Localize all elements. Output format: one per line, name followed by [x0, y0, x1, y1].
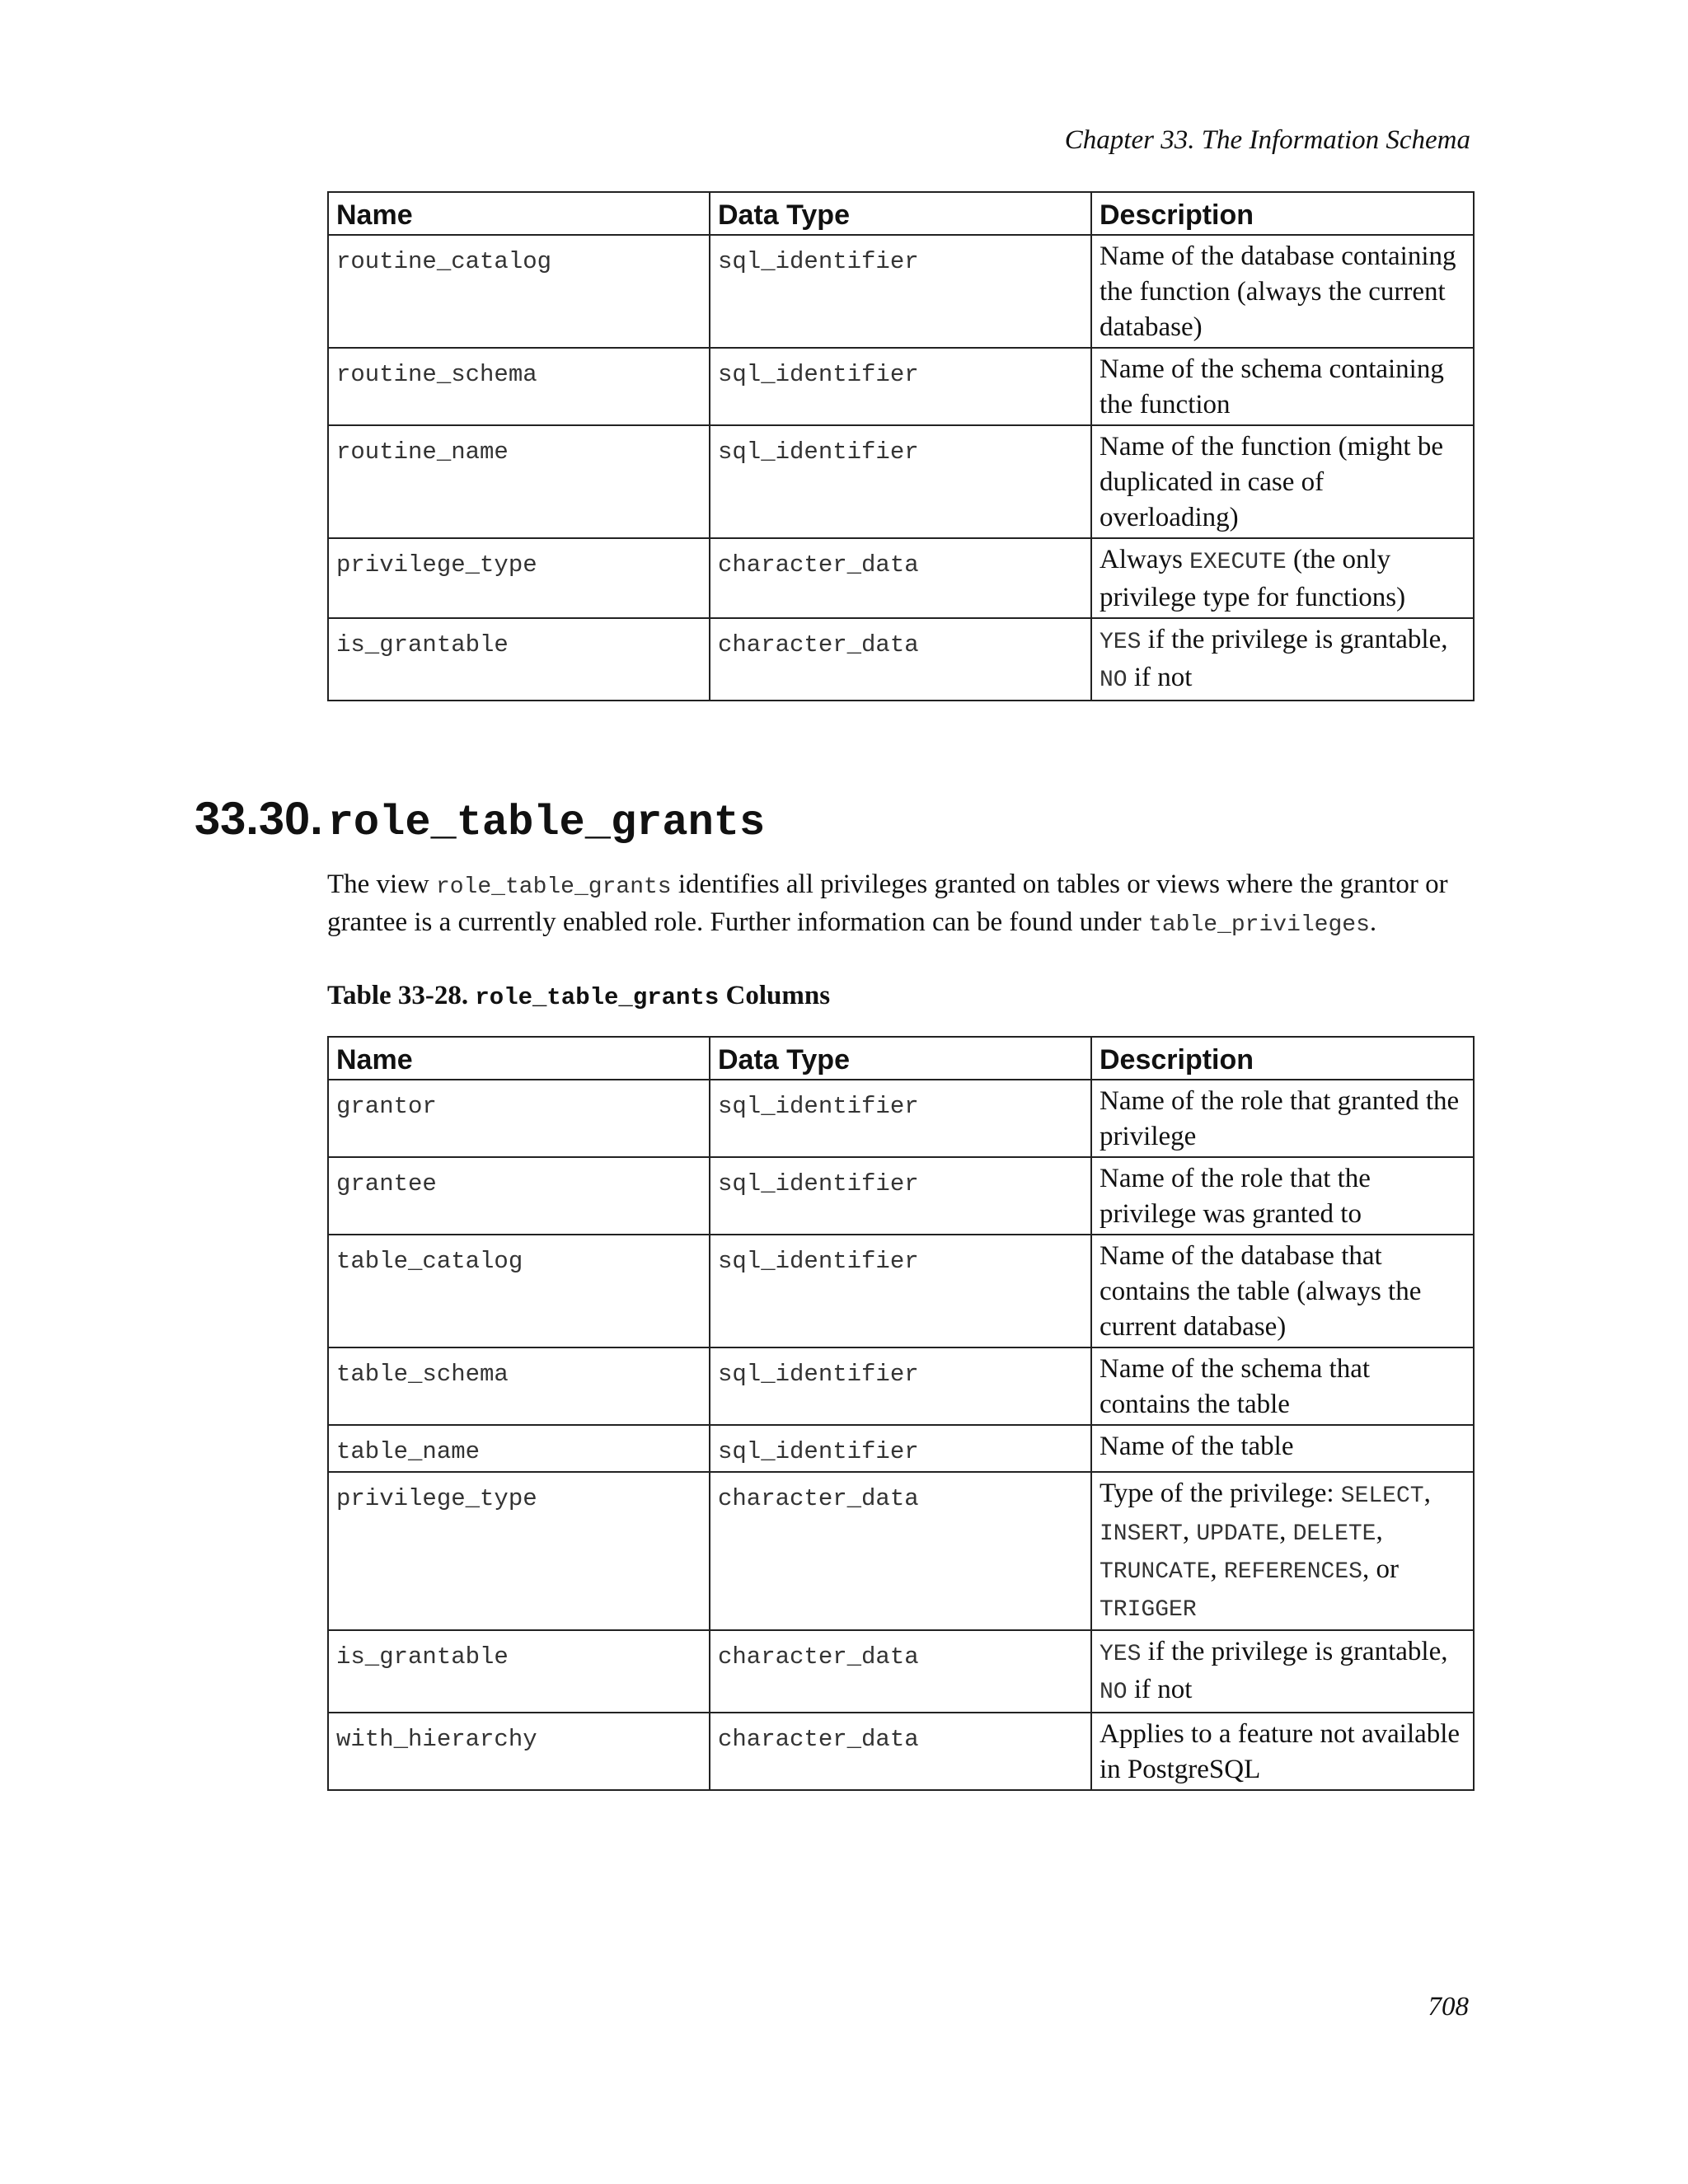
table-row — [328, 538, 1474, 618]
inline-text: (the only privilege type for functions) — [1100, 545, 1406, 612]
table-row — [328, 618, 1474, 701]
column-header-description: Description — [1091, 192, 1474, 235]
routine-grants-table-continued — [327, 191, 1475, 701]
inline-code: SELECT — [1340, 1483, 1424, 1509]
column-name-cell: grantee — [328, 1157, 710, 1235]
inline-text: Name of the table — [1100, 1432, 1294, 1461]
data-type-cell: sql_identifier — [710, 425, 1091, 538]
inline-code: UPDATE — [1196, 1521, 1280, 1547]
table-row — [328, 425, 1474, 538]
column-header-name: Name — [328, 192, 710, 235]
data-type-cell: sql_identifier — [710, 1235, 1091, 1347]
description-cell — [1091, 1713, 1474, 1790]
column-name-cell: routine_catalog — [328, 235, 710, 348]
table-row — [328, 1157, 1474, 1235]
description-cell — [1091, 1347, 1474, 1425]
section-view-name: role_table_grants — [327, 799, 766, 847]
data-type-cell: sql_identifier — [710, 1425, 1091, 1472]
table-row — [328, 1080, 1474, 1157]
data-type-cell: sql_identifier — [710, 1347, 1091, 1425]
column-header-data-type: Data Type — [710, 1037, 1091, 1080]
description-cell — [1091, 1157, 1474, 1235]
inline-text: Name of the database containing the function (always the current database) — [1100, 241, 1456, 342]
page-number: 708 — [1428, 1992, 1469, 2022]
inline-text: Applies to a feature not available in PostgreSQL — [1100, 1719, 1461, 1784]
inline-text: , — [1376, 1516, 1383, 1546]
table-row — [328, 348, 1474, 425]
inline-code: table_privileges — [1148, 912, 1370, 938]
column-name-cell: table_catalog — [328, 1235, 710, 1347]
inline-code: YES — [1100, 1642, 1142, 1667]
inline-text: if not — [1127, 663, 1193, 692]
inline-text: , — [1182, 1516, 1197, 1546]
table-caption-prefix: Table 33-28. — [327, 981, 476, 1010]
section-number: 33.30. — [195, 792, 323, 844]
role-table-grants-columns-table — [327, 1036, 1475, 1791]
column-name-cell: with_hierarchy — [328, 1713, 710, 1790]
column-name-cell: is_grantable — [328, 618, 710, 701]
table-row — [328, 1472, 1474, 1630]
inline-text: Name of the schema containing the function — [1100, 354, 1444, 419]
table-row — [328, 1347, 1474, 1425]
inline-text: , — [1210, 1554, 1224, 1584]
inline-code: EXECUTE — [1189, 550, 1287, 575]
table-header-row — [328, 192, 1474, 235]
data-type-cell: character_data — [710, 1713, 1091, 1790]
data-type-cell: character_data — [710, 538, 1091, 618]
description-cell — [1091, 425, 1474, 538]
table-row — [328, 1630, 1474, 1713]
inline-code: YES — [1100, 630, 1142, 655]
table-header-row — [328, 1037, 1474, 1080]
inline-text: . — [1369, 907, 1377, 937]
inline-text: Name of the schema that contains the table — [1100, 1354, 1371, 1419]
inline-code: TRUNCATE — [1100, 1559, 1211, 1585]
inline-text: Type of the privilege: — [1100, 1479, 1341, 1508]
data-type-cell: character_data — [710, 1472, 1091, 1630]
inline-text: , — [1423, 1479, 1431, 1508]
inline-text: The view — [327, 869, 436, 899]
column-name-cell: routine_schema — [328, 348, 710, 425]
data-type-cell: sql_identifier — [710, 235, 1091, 348]
column-header-name: Name — [328, 1037, 710, 1080]
column-name-cell: routine_name — [328, 425, 710, 538]
column-header-description: Description — [1091, 1037, 1474, 1080]
inline-code: role_table_grants — [435, 874, 672, 900]
column-name-cell: privilege_type — [328, 1472, 710, 1630]
table-row — [328, 1425, 1474, 1472]
inline-code: TRIGGER — [1100, 1597, 1197, 1623]
data-type-cell: sql_identifier — [710, 1157, 1091, 1235]
section-heading — [195, 792, 766, 847]
table-caption — [327, 981, 830, 1011]
table-row — [328, 1713, 1474, 1790]
inline-code: NO — [1100, 668, 1128, 693]
column-name-cell: privilege_type — [328, 538, 710, 618]
inline-text: if not — [1127, 1675, 1193, 1704]
data-type-cell: sql_identifier — [710, 1080, 1091, 1157]
column-header-data-type: Data Type — [710, 192, 1091, 235]
column-name-cell: is_grantable — [328, 1630, 710, 1713]
running-header: Chapter 33. The Information Schema — [1064, 125, 1470, 155]
description-cell — [1091, 235, 1474, 348]
inline-text: Name of the function (might be duplicated in case of overloading) — [1100, 432, 1443, 532]
inline-text: , — [1279, 1516, 1293, 1546]
description-cell — [1091, 538, 1474, 618]
description-cell — [1091, 1080, 1474, 1157]
inline-text: Name of the database that contains the table (always the current database) — [1100, 1241, 1422, 1342]
inline-text: Always — [1100, 545, 1190, 574]
description-cell — [1091, 618, 1474, 701]
inline-text: if the privilege is grantable, — [1141, 1637, 1448, 1666]
inline-code: REFERENCES — [1223, 1559, 1362, 1585]
inline-text: , or — [1362, 1554, 1399, 1584]
description-cell — [1091, 1630, 1474, 1713]
inline-text: if the privilege is grantable, — [1141, 625, 1448, 654]
column-name-cell: table_name — [328, 1425, 710, 1472]
inline-text: Name of the role that granted the privilege — [1100, 1086, 1460, 1151]
inline-code: INSERT — [1100, 1521, 1183, 1547]
section-intro-paragraph — [327, 867, 1477, 943]
data-type-cell: character_data — [710, 1630, 1091, 1713]
table-row — [328, 235, 1474, 348]
inline-text: Name of the role that the privilege was granted to — [1100, 1164, 1371, 1229]
description-cell — [1091, 1425, 1474, 1472]
column-name-cell: grantor — [328, 1080, 710, 1157]
description-cell — [1091, 1235, 1474, 1347]
inline-code: NO — [1100, 1680, 1128, 1705]
table-caption-code: role_table_grants — [475, 984, 720, 1011]
column-name-cell: table_schema — [328, 1347, 710, 1425]
inline-text: identifies all privileges granted on tables or views where the grantor or grantee is a currently enabled role. Further information can be found under — [327, 869, 1448, 937]
description-cell — [1091, 348, 1474, 425]
inline-code: DELETE — [1292, 1521, 1376, 1547]
data-type-cell: character_data — [710, 618, 1091, 701]
description-cell — [1091, 1472, 1474, 1630]
table-row — [328, 1235, 1474, 1347]
data-type-cell: sql_identifier — [710, 348, 1091, 425]
table-caption-suffix: Columns — [719, 981, 831, 1010]
